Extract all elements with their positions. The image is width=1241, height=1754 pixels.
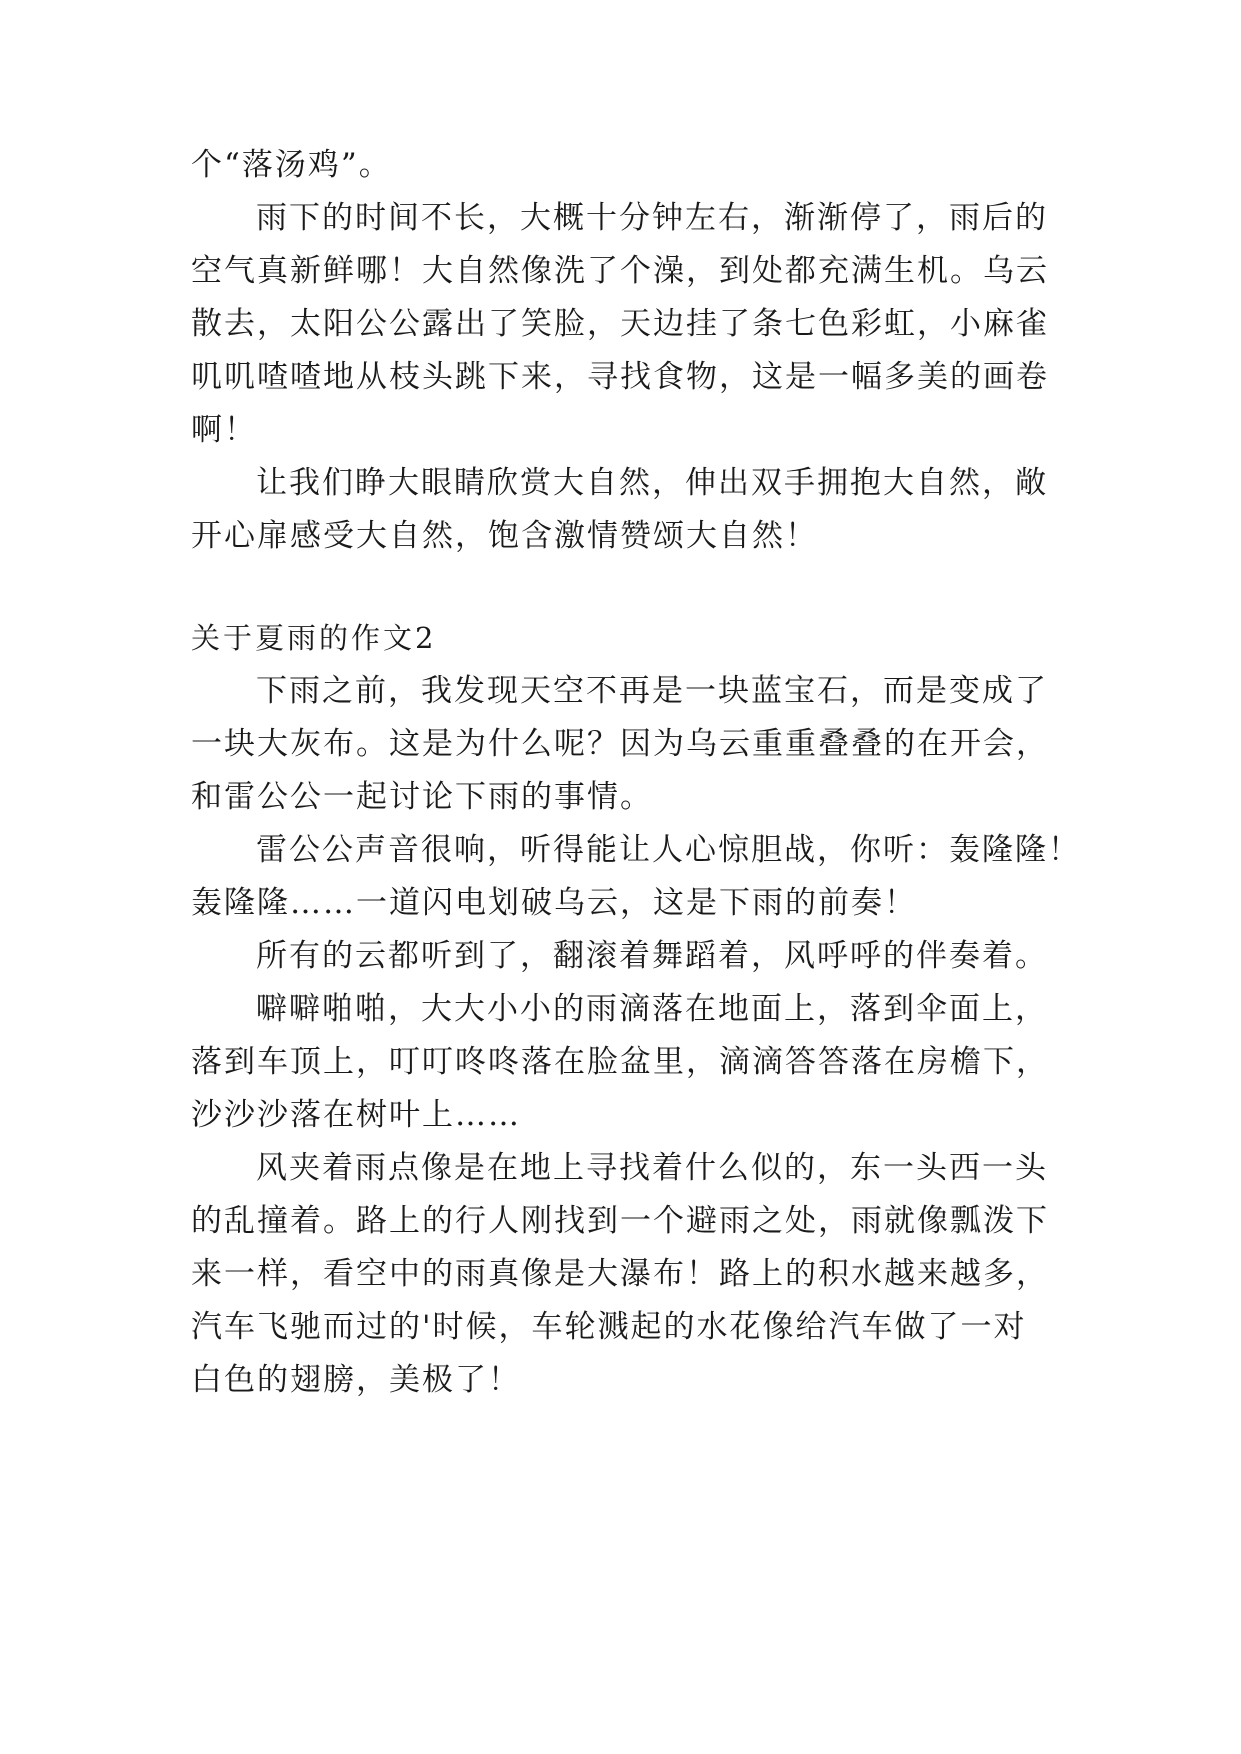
paragraph-line: 轰隆隆……一道闪电划破乌云，这是下雨的前奏！ xyxy=(191,885,917,921)
paragraph-line: 所有的云都听到了，翻滚着舞蹈着，风呼呼的伴奏着。 xyxy=(256,938,1048,974)
paragraph-line: 开心扉感受大自然，饱含激情赞颂大自然！ xyxy=(191,518,818,554)
paragraph-line: 和雷公公一起讨论下雨的事情。 xyxy=(191,779,653,815)
paragraph-line: 一块大灰布。这是为什么呢？因为乌云重重叠叠的在开会， xyxy=(191,726,1049,762)
paragraph-line: 雨下的时间不长，大概十分钟左右，渐渐停了，雨后的 xyxy=(256,200,1048,236)
paragraph-line: 的乱撞着。路上的行人刚找到一个避雨之处，雨就像瓢泼下 xyxy=(191,1203,1049,1239)
paragraph-line: 来一样，看空中的雨真像是大瀑布！路上的积水越来越多， xyxy=(191,1256,1049,1292)
paragraph-line: 雷公公声音很响，听得能让人心惊胆战，你听：轰隆隆！ xyxy=(256,832,1081,868)
paragraph-line: 叽叽喳喳地从枝头跳下来，寻找食物，这是一幅多美的画卷 xyxy=(191,359,1049,395)
paragraph-line: 落到车顶上，叮叮咚咚落在脸盆里，滴滴答答落在房檐下， xyxy=(191,1044,1049,1080)
paragraph-line: 让我们睁大眼睛欣赏大自然，伸出双手拥抱大自然，敞 xyxy=(256,465,1048,501)
paragraph-line: 汽车飞驰而过的'时候，车轮溅起的水花像给汽车做了一对 xyxy=(191,1309,1027,1345)
paragraph-line: 风夹着雨点像是在地上寻找着什么似的，东一头西一头 xyxy=(256,1150,1048,1186)
paragraph-line: 空气真新鲜哪！大自然像洗了个澡，到处都充满生机。乌云 xyxy=(191,253,1049,289)
paragraph-line: 个“落汤鸡”。 xyxy=(191,147,392,183)
paragraph-line: 噼噼啪啪，大大小小的雨滴落在地面上，落到伞面上， xyxy=(256,991,1048,1027)
essay-title: 关于夏雨的作文2 xyxy=(191,621,437,655)
paragraph-line: 白色的翅膀，美极了！ xyxy=(191,1362,521,1398)
paragraph-line: 沙沙沙落在树叶上…… xyxy=(191,1097,521,1133)
paragraph-line: 下雨之前，我发现天空不再是一块蓝宝石，而是变成了 xyxy=(256,673,1048,709)
paragraph-line: 啊！ xyxy=(191,412,257,448)
paragraph-line: 散去，太阳公公露出了笑脸，天边挂了条七色彩虹，小麻雀 xyxy=(191,306,1049,342)
